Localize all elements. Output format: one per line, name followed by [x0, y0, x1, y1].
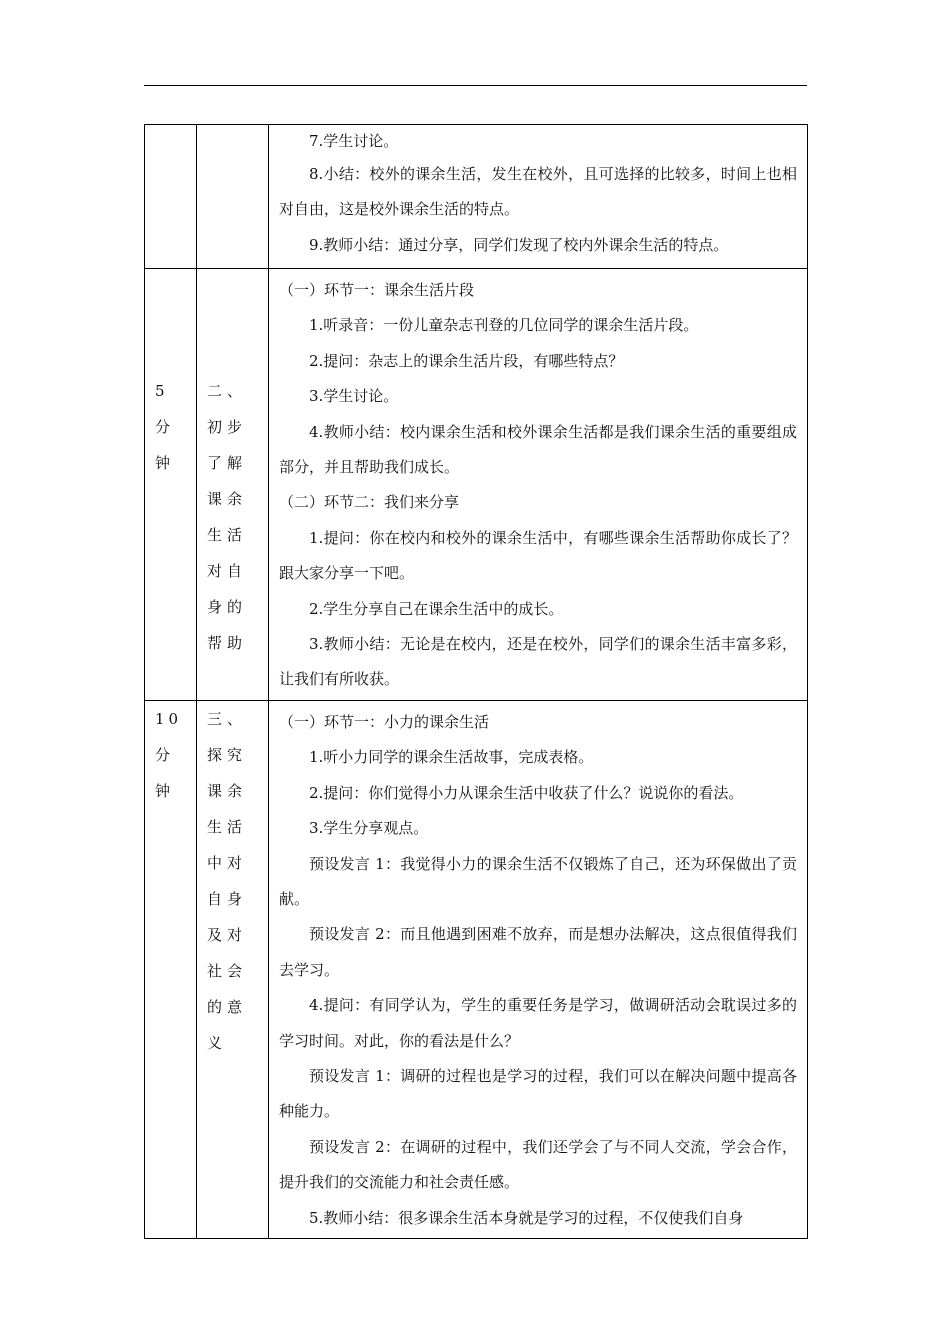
content-line: 2.学生分享自己在课余生活中的成长。: [309, 599, 564, 618]
content-line: 3.学生讨论。: [309, 387, 399, 406]
content-line: 预设发言 2：在调研的过程中，我们还学会了与不同人交流，学会合作，提升我们的交流能力和社会责任感。: [279, 1137, 797, 1192]
section-heading: （二）环节二：我们来分享: [279, 493, 460, 512]
content-line: 1.听小力同学的课余生活故事，完成表格。: [309, 748, 594, 767]
content-cell: [269, 700, 808, 1238]
table-row: [145, 269, 808, 701]
content-line: 8.小结：校外的课余生活，发生在校外，且可选择的比较多，时间上也相对自由，这是校外课余生活的特点。: [279, 165, 797, 219]
content-cell: [269, 125, 808, 269]
content-line: 2.提问：你们觉得小力从课余生活中收获了什么？说说你的看法。: [309, 783, 744, 802]
stage-cell: [197, 125, 269, 269]
section-heading: （一）环节一：小力的课余生活: [279, 712, 490, 731]
content-line: 1.提问：你在校内和校外的课余生活中，有哪些课余生活帮助你成长了？跟大家分享一下吧。: [279, 528, 797, 583]
time-cell: 10分钟: [145, 700, 197, 1238]
table-row: [145, 700, 808, 1238]
content-line: 4.教师小结：校内课余生活和校外课余生活都是我们课余生活的重要组成部分，并且帮助我们成长。: [279, 422, 797, 477]
time-cell: [145, 125, 197, 269]
content-line: 9.教师小结：通过分享，同学们发现了校内外课余生活的特点。: [309, 235, 729, 254]
stage-cell: 二、初步了解课余生活对自身的帮助: [197, 269, 269, 701]
table-row: [145, 125, 808, 269]
content-line: 3.学生分享观点。: [309, 819, 429, 838]
content-cell: [269, 269, 808, 701]
content-line: 3.教师小结：无论是在校内，还是在校外，同学们的课余生活丰富多彩，让我们有所收获。: [279, 635, 797, 689]
header-rule: [144, 85, 807, 86]
content-line: 1.听录音：一份儿童杂志刊登的几位同学的课余生活片段。: [309, 316, 699, 335]
content-line: 预设发言 2：而且他遇到困难不放弃，而是想办法解决，这点很值得我们去学习。: [279, 925, 797, 979]
stage-cell: 三、探究课余生活中对自身及对社会的意义: [197, 700, 269, 1238]
time-cell: 5 分钟: [145, 269, 197, 701]
content-line: 预设发言 1：我觉得小力的课余生活不仅锻炼了自己，还为环保做出了贡献。: [279, 854, 797, 908]
content-line: 预设发言 1：调研的过程也是学习的过程，我们可以在解决问题中提高各种能力。: [279, 1066, 797, 1121]
content-line: 7.学生讨论。: [309, 132, 399, 150]
content-line: 4.提问：有同学认为，学生的重要任务是学习，做调研活动会耽误过多的学习时间。对此，你的看法是什么？: [279, 996, 797, 1050]
section-heading: （一）环节一：课余生活片段: [279, 281, 475, 299]
content-line: 5.教师小结：很多课余生活本身就是学习的过程，不仅使我们自身: [309, 1208, 744, 1227]
lesson-plan-table: [144, 124, 808, 1239]
content-line: 2.提问：杂志上的课余生活片段，有哪些特点？: [309, 351, 624, 370]
